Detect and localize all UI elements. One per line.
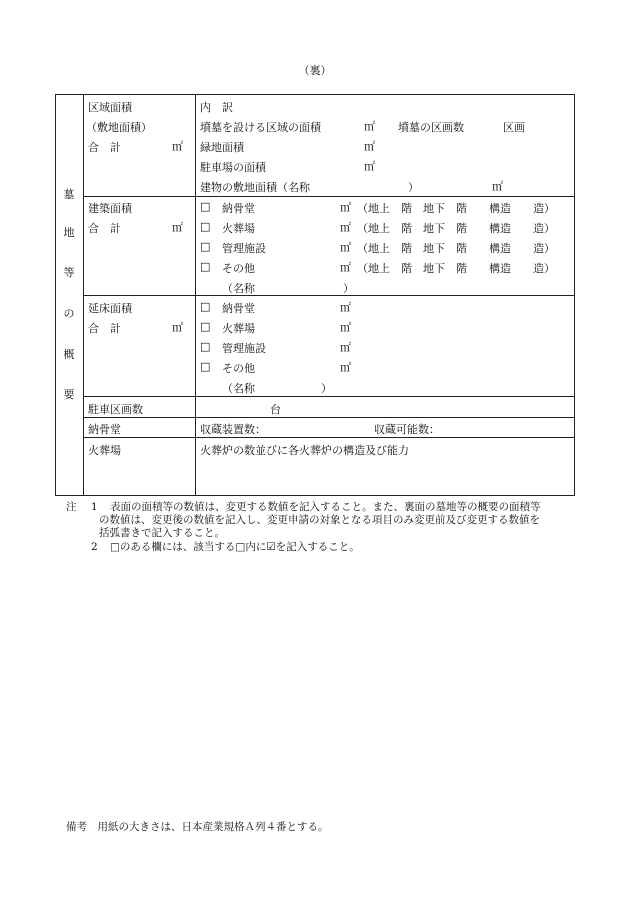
site-area-label: 区域面積 [88, 101, 132, 114]
building-item-label: 納骨堂 [222, 202, 255, 215]
floor-item-label: その他 [222, 362, 255, 375]
checkbox[interactable]: □ [200, 360, 211, 373]
checkbox[interactable]: □ [200, 260, 211, 273]
crematorium-label: 火葬場 [88, 444, 121, 457]
side-label-char: 地 [63, 226, 75, 239]
unit-sqm: ㎡ [340, 301, 351, 314]
note-1-line-1: 表面の面積等の数値は、変更する数値を記入すること。また、裏面の墓地等の概要の面積等 [110, 501, 541, 513]
unit-sqm: ㎡ [340, 221, 351, 234]
green-area-label: 緑地面積 [200, 141, 244, 154]
site-area-total-label: 合 計 [88, 141, 121, 154]
unit-sqm: ㎡ [340, 361, 351, 374]
unit-sqm: ㎡ [340, 241, 351, 254]
side-label-char: の [63, 307, 75, 320]
possible-capacity-label: 収蔵可能数： [374, 423, 440, 436]
remarks: 備考 用紙の大きさは、日本産業規格Ａ列４番とする。 [66, 821, 329, 833]
other-name-field: （名称 ） [222, 282, 354, 295]
floor-item-label: 管理施設 [222, 342, 266, 355]
checkbox[interactable]: □ [200, 340, 211, 353]
floor-area-label: 延床面積 [88, 302, 132, 315]
grave-area-label: 墳墓を設ける区域の面積 [200, 121, 321, 134]
other-name-field: （名称 ） [222, 382, 332, 395]
unit-sqm: ㎡ [172, 321, 183, 334]
capacity-label: 収蔵装置数： [200, 423, 266, 436]
building-area-total-label: 合 計 [88, 222, 121, 235]
unit-sqm: ㎡ [492, 180, 503, 193]
note-number: 2 [91, 541, 98, 553]
building-item-label: 管理施設 [222, 242, 266, 255]
note-1-line-2: の数値は、変更後の数値を記入し、変更申請の対象となる項目のみ変更前及び変更する数値を [99, 514, 540, 526]
unit-sqm: ㎡ [340, 321, 351, 334]
notes-prefix: 注 [66, 501, 77, 513]
checkbox[interactable]: □ [200, 240, 211, 253]
floors-structure-text: （地上 階 地下 階 構造 造） [357, 202, 555, 215]
building-site-label: 建物の敷地面積（名称 [200, 181, 310, 194]
unit-sqm: ㎡ [172, 140, 183, 153]
parking-unit: 台 [270, 403, 281, 416]
note-1-line-3: 括弧書きで記入すること。 [99, 527, 225, 539]
crematorium-description: 火葬炉の数並びに各火葬炉の構造及び能力 [200, 444, 409, 457]
unit-sqm: ㎡ [364, 140, 375, 153]
checkbox[interactable]: □ [200, 300, 211, 313]
parking-area-label: 駐車場の面積 [200, 161, 266, 174]
unit-sqm: ㎡ [364, 160, 375, 173]
floor-area-total-label: 合 計 [88, 322, 121, 335]
table-divider [83, 396, 575, 397]
floors-structure-text: （地上 階 地下 階 構造 造） [357, 262, 555, 275]
ossuary-label: 納骨堂 [88, 423, 121, 436]
side-label-char: 概 [63, 348, 75, 361]
unit-sqm: ㎡ [172, 221, 183, 234]
checkbox[interactable]: □ [200, 320, 211, 333]
page-title: （裏） [298, 64, 332, 77]
building-item-label: 火葬場 [222, 222, 255, 235]
side-label-char: 墓 [63, 188, 75, 201]
side-label-char: 要 [63, 388, 75, 401]
building-site-close: ） [408, 181, 419, 194]
grave-count-label: 墳墓の区画数 [398, 121, 464, 134]
floor-item-label: 火葬場 [222, 322, 255, 335]
unit-sqm: ㎡ [340, 201, 351, 214]
table-divider [83, 417, 575, 418]
checkbox[interactable]: □ [200, 200, 211, 213]
site-area-sub-label: （敷地面積） [86, 121, 152, 134]
parking-label: 駐車区画数 [88, 403, 143, 416]
table-divider [83, 196, 575, 197]
note-number: 1 [91, 501, 98, 513]
floors-structure-text: （地上 階 地下 階 構造 造） [357, 242, 555, 255]
table-divider [83, 437, 575, 438]
floors-structure-text: （地上 階 地下 階 構造 造） [357, 222, 555, 235]
grave-count-unit: 区画 [503, 121, 525, 134]
building-area-label: 建築面積 [88, 202, 132, 215]
breakdown-title: 内 訳 [200, 101, 233, 114]
unit-sqm: ㎡ [364, 120, 375, 133]
unit-sqm: ㎡ [340, 341, 351, 354]
floor-item-label: 納骨堂 [222, 302, 255, 315]
side-label-char: 等 [63, 266, 75, 279]
building-item-label: その他 [222, 262, 255, 275]
unit-sqm: ㎡ [340, 261, 351, 274]
note-2-text: □のある欄には、該当する□内に☑を記入すること。 [110, 541, 360, 553]
checkbox[interactable]: □ [200, 220, 211, 233]
